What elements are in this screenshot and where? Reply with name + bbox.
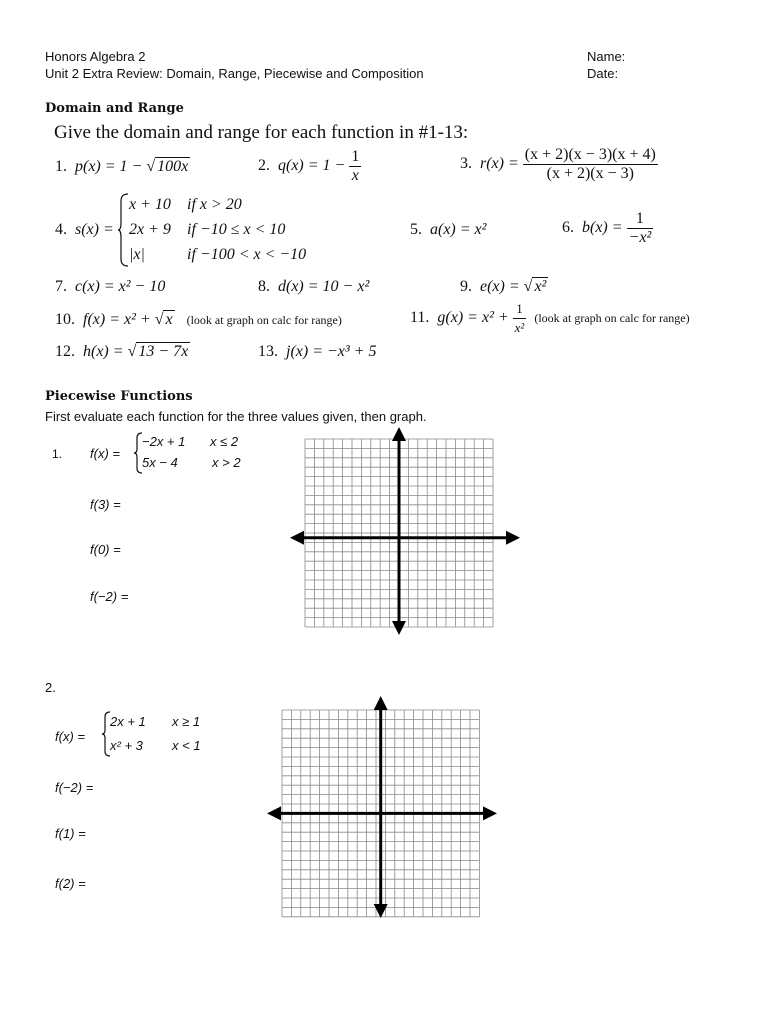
x-axis-right-arrow — [506, 531, 520, 545]
problem-3: 3. r(x) = $\frac{(x + 2)(x - 3)(x + 4)}{(x + 2)(x - 3)}$ — [460, 146, 656, 182]
piecewise-q1-number: 1. — [52, 447, 63, 461]
problem-4-case-1: x + 10 — [129, 196, 171, 213]
piecewise-q2-eval-2: f(1) = — [55, 826, 86, 841]
y-axis-up-arrow — [392, 427, 406, 441]
piecewise-q1-lhs: f(x) = — [90, 446, 120, 461]
y-axis-up-arrow — [374, 696, 388, 710]
piecewise-q1-cond-1: x ≤ 2 — [210, 434, 239, 449]
problem-10-note: (look at graph on calc for range) — [186, 313, 342, 327]
problem-9: 9. e(x) = √ x² — [460, 278, 547, 295]
x-axis-left-arrow — [267, 806, 281, 820]
name-label: Name: — [587, 49, 626, 64]
section-title-domain-range: Domain and Range — [45, 101, 184, 116]
problem-6: 6. b(x) = $\frac{1}{\text{−x²}}$ — [562, 210, 652, 246]
x-axis-left-arrow — [290, 531, 304, 545]
piecewise-q1-eval-1: f(3) = — [90, 497, 121, 512]
piecewise-q2-cond-1: x ≥ 1 — [172, 714, 201, 729]
problem-13: 13. j(x) = −x³ + 5 — [258, 343, 377, 360]
piecewise-q2-cond-2: x < 1 — [172, 738, 201, 753]
problem-4-cond-1: if x > 20 — [187, 196, 242, 213]
problem-4-brace — [117, 193, 129, 267]
piecewise-q2-lhs: f(x) = — [55, 729, 85, 744]
piecewise-q1-case-2: 5x − 4 — [142, 455, 178, 470]
piecewise-instruction: First evaluate each function for the three values given, then graph. — [45, 409, 427, 424]
problem-4-cond-2: if −10 ≤ x < 10 — [187, 221, 286, 238]
section-title-piecewise: Piecewise Functions — [45, 389, 193, 404]
piecewise-q2-eval-1: f(−2) = — [55, 780, 94, 795]
course-title: Honors Algebra 2 — [45, 49, 146, 64]
problem-10: 10. f(x) = x² + √ x (look at graph on calc for range) — [55, 311, 342, 328]
piecewise-q2-case-2: x² + 3 — [110, 738, 143, 753]
problem-4-label: 4. s(x) = — [55, 221, 114, 238]
problem-7: 7. c(x) = x² − 10 — [55, 278, 166, 295]
x-axis-right-arrow — [483, 806, 497, 820]
graph-grid-2[interactable] — [265, 694, 499, 920]
piecewise-q1-cond-2: x > 2 — [212, 455, 241, 470]
piecewise-q2-eval-3: f(2) = — [55, 876, 86, 891]
problem-11-note: (look at graph on calc for range) — [534, 311, 690, 326]
domain-range-instruction: Give the domain and range for each function in #1-13: — [54, 122, 469, 143]
problem-2: 2. q(x) = 1 − $\frac{1}{x}$ — [258, 148, 360, 184]
piecewise-q1-case-1: −2x + 1 — [142, 434, 186, 449]
problem-12: 12. h(x) = √ 13 − 7x — [55, 343, 189, 360]
piecewise-q2-case-1: 2x + 1 — [110, 714, 146, 729]
problem-4-case-3: |x| — [129, 246, 145, 263]
piecewise-q1-eval-3: f(−2) = — [90, 589, 129, 604]
piecewise-q1-eval-2: f(0) = — [90, 542, 121, 557]
graph-grid-1[interactable] — [288, 425, 522, 637]
date-label: Date: — [587, 66, 619, 81]
y-axis-down-arrow — [392, 621, 406, 635]
problem-5: 5. a(x) = x² — [410, 221, 487, 238]
problem-4-case-2: 2x + 9 — [129, 221, 171, 238]
problem-4-cond-3: if −100 < x < −10 — [187, 246, 307, 263]
unit-title: Unit 2 Extra Review: Domain, Range, Piecewise and Composition — [45, 66, 424, 81]
problem-8: 8. d(x) = 10 − x² — [258, 278, 370, 295]
problem-11: 11. g(x) = x² + $\frac{1}{\text{x²}}$ (look at graph on calc for range) — [410, 301, 690, 335]
piecewise-q2-number: 2. — [45, 680, 56, 695]
problem-1: 1. p(x) = 1 − √ 100x — [55, 158, 189, 175]
